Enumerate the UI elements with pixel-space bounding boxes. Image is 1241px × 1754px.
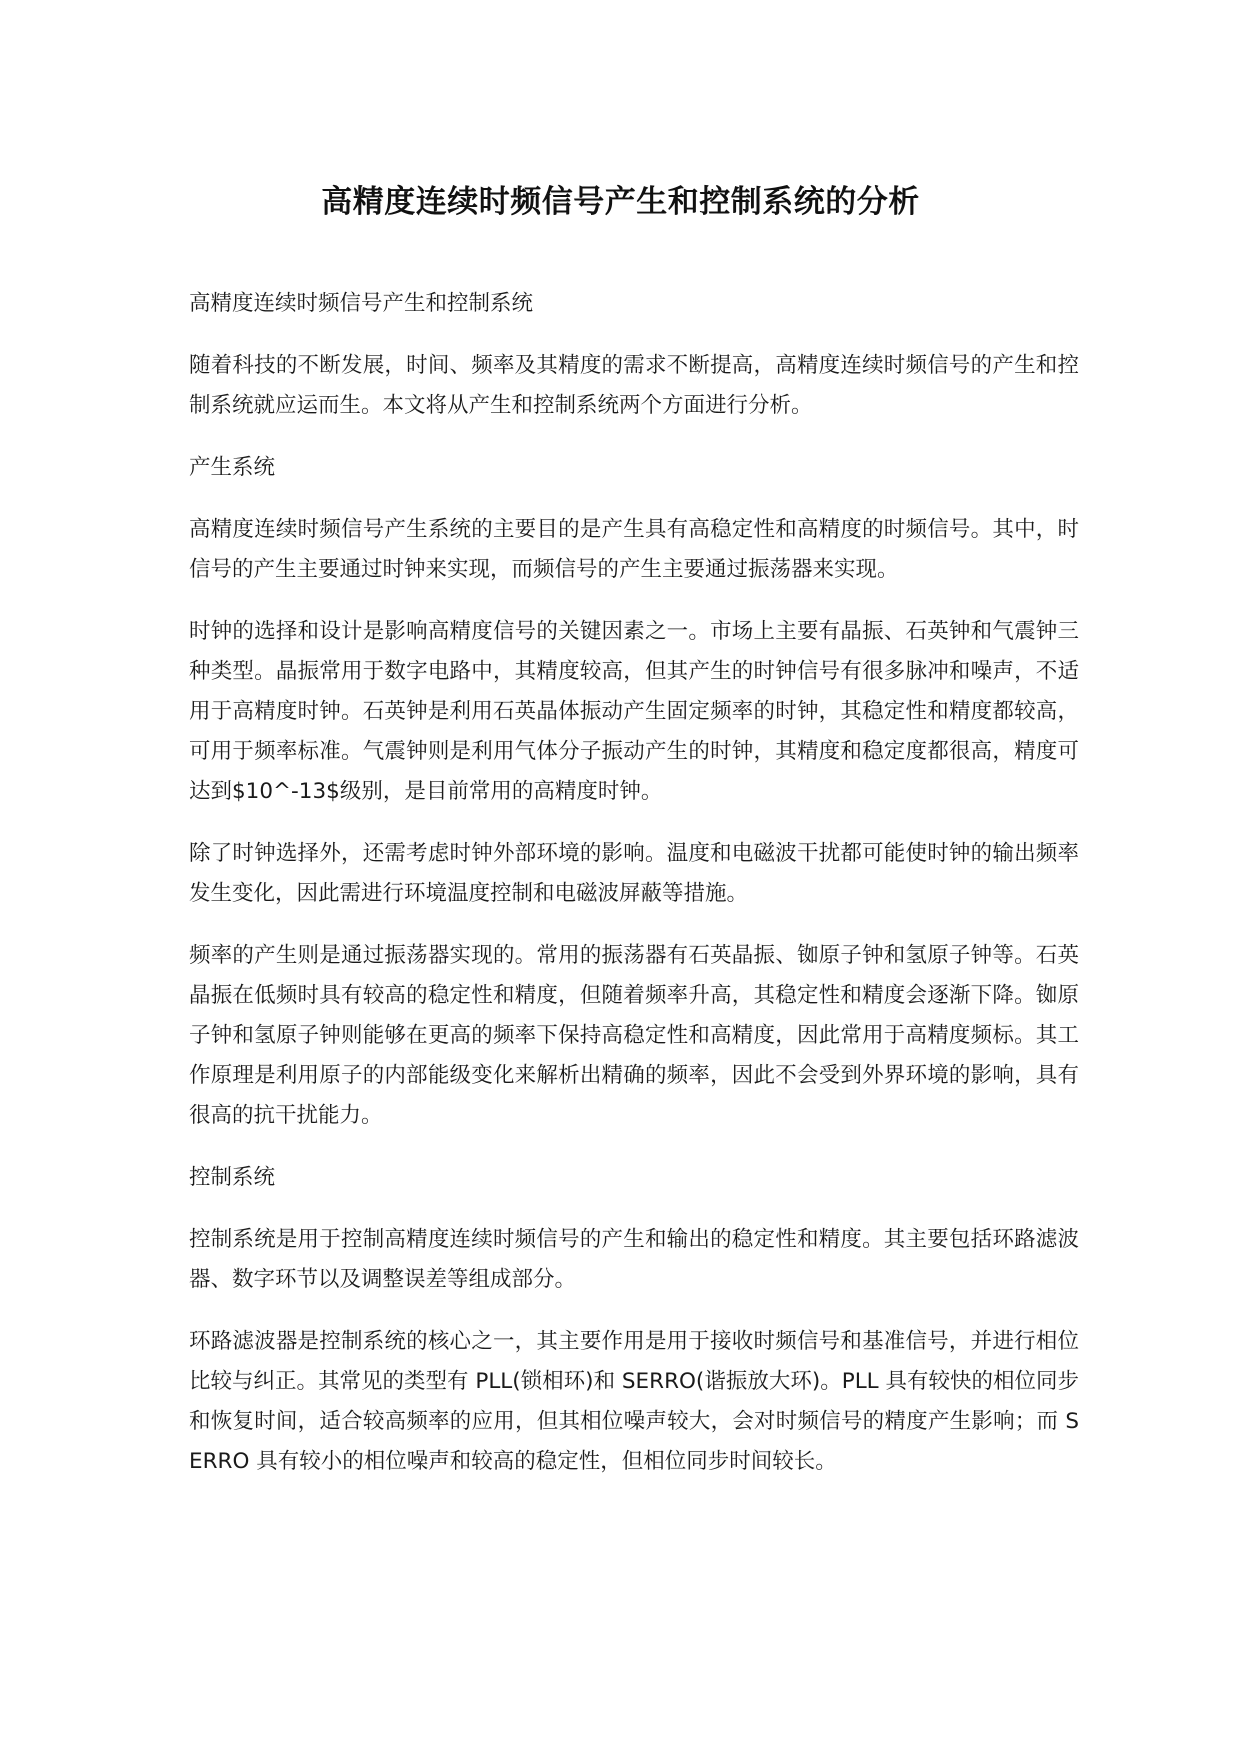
section-heading-generation: 产生系统 [189, 455, 276, 480]
document-body [189, 284, 1079, 1504]
paragraph-clock-selection: 时钟的选择和设计是影响高精度信号的关键因素之一。市场上主要有晶振、石英钟和气震钟三种类型。晶振常用于数字电路中，其精度较高，但其产生的时钟信号有很多脉冲和噪声，不适用于高精度时钟。石英钟是利用石英晶体振动产生固定频率的时钟，其稳定性和精度都较高，可用于频率标准。气震钟则是利用气体分子振动产生的时钟，其精度和稳定度都很高，精度可达到$10^-13$级别，是目前常用的高精度时钟。 [189, 619, 1079, 804]
paragraph-generation-purpose: 高精度连续时频信号产生系统的主要目的是产生具有高稳定性和高精度的时频信号。其中，时信号的产生主要通过时钟来实现，而频信号的产生主要通过振荡器来实现。 [189, 517, 1079, 582]
section-heading-control: 控制系统 [189, 1165, 276, 1190]
paragraph-environment: 除了时钟选择外，还需考虑时钟外部环境的影响。温度和电磁波干扰都可能使时钟的输出频率发生变化，因此需进行环境温度控制和电磁波屏蔽等措施。 [189, 841, 1079, 906]
paragraph-intro: 随着科技的不断发展，时间、频率及其精度的需求不断提高，高精度连续时频信号的产生和控制系统就应运而生。本文将从产生和控制系统两个方面进行分析。 [189, 353, 1079, 418]
paragraph-oscillators: 频率的产生则是通过振荡器实现的。常用的振荡器有石英晶振、铷原子钟和氢原子钟等。石英晶振在低频时具有较高的稳定性和精度，但随着频率升高，其稳定性和精度会逐渐下降。铷原子钟和氢原子钟则能够在更高的频率下保持高稳定性和高精度，因此常用于高精度频标。其工作原理是利用原子的内部能级变化来解析出精确的频率，因此不会受到外界环境的影响，具有很高的抗干扰能力。 [189, 943, 1079, 1128]
section-heading-intro: 高精度连续时频信号产生和控制系统 [189, 291, 534, 316]
paragraph-loop-filter: 环路滤波器是控制系统的核心之一，其主要作用是用于接收时频信号和基准信号，并进行相位比较与纠正。其常见的类型有 PLL(锁相环)和 SERRO(谐振放大环)。PLL 具有较快的相位同步和恢复时间，适合较高频率的应用，但其相位噪声较大，会对时频信号的精度产生影响；而 SERRO 具有较小的相位噪声和较高的稳定性，但相位同步时间较长。 [189, 1329, 1079, 1474]
paragraph-control-overview: 控制系统是用于控制高精度连续时频信号的产生和输出的稳定性和精度。其主要包括环路滤波器、数字环节以及调整误差等组成部分。 [189, 1227, 1079, 1292]
document-title: 高精度连续时频信号产生和控制系统的分析 [321, 184, 920, 220]
